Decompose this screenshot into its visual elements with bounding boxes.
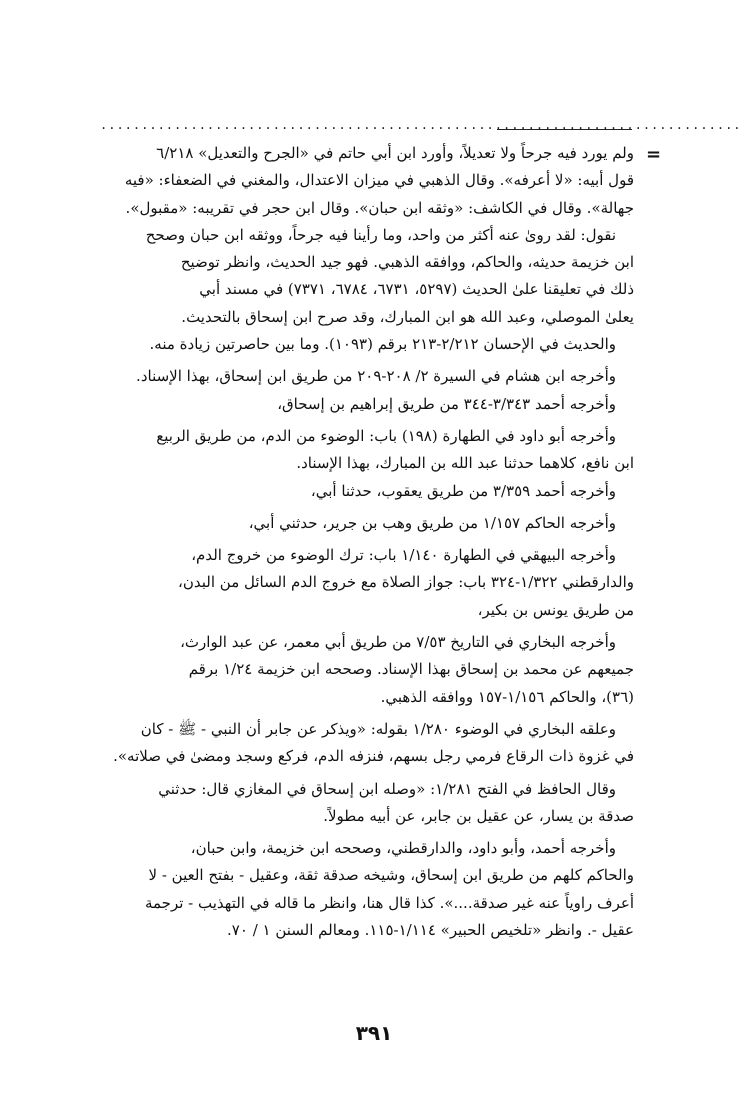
footnote-line: والدارقطني ١/٣٢٢-٣٢٤ باب: جواز الصلاة مع خروج الدم السائل من البدن، bbox=[178, 573, 634, 592]
footnote-line: في غزوة ذات الرقاع فرمي رجل بسهم، فنزفه الدم، فركع وسجد ومضىٰ في صلاته». bbox=[113, 747, 634, 766]
footnote-line: صدقة بن يسار، عن عقيل بن جابر، عن أبيه مطولاً. bbox=[323, 806, 634, 825]
footnote-line: ذلك في تعليقنا علىٰ الحديث (٥٢٩٧، ٦٧٣١، ٦٧٨٤، ٧٣٧١) في مسند أبي bbox=[199, 280, 634, 299]
footnote-line: وأخرجه الحاكم ١/١٥٧ من طريق وهب بن جرير، حدثني أبي، bbox=[248, 513, 616, 532]
footnotes-body bbox=[98, 140, 634, 944]
footnote-paragraph bbox=[98, 629, 634, 711]
footnote-line: وأخرجه البخاري في التاريخ ٧/٥٣ من طريق أبي معمر، عن عبد الوارث، bbox=[180, 633, 616, 652]
footnote-line: وأخرجه أحمد، وأبو داود، والدارقطني، وصححه ابن خزيمة، وابن حبان، bbox=[190, 839, 616, 858]
footnote-line: ابن خزيمة حديثه، والحاكم، ووافقه الذهبي. فهو جيد الحديث، وانظر توضيح bbox=[180, 253, 634, 272]
footnote-line: وأخرجه ابن هشام في السيرة ٢/ ٢٠٨-٢٠٩ من طريق ابن إسحاق، بهذا الإسناد. bbox=[136, 367, 616, 386]
footnote-paragraph bbox=[98, 510, 634, 537]
footnote-line: والحاكم كلهم من طريق ابن إسحاق، وشيخه صدقة ثقة، وعقيل - بفتح العين - لا bbox=[148, 866, 634, 885]
footnote-line: جهالة». وقال في الكاشف: «وثقه ابن حبان». وقال ابن حجر في تقريبه: «مقبول». bbox=[125, 198, 634, 217]
footnote-line: من طريق يونس بن بكير، bbox=[477, 600, 634, 619]
footnote-line: جميعهم عن محمد بن إسحاق بهذا الإسناد. وصححه ابن خزيمة ١/٢٤ برقم bbox=[188, 660, 634, 679]
footnote-line: أعرف راوياً عنه غير صدقة....». كذا قال هنا، وانظر ما قاله في التهذيب - ترجمة bbox=[144, 893, 634, 912]
footnote-paragraph bbox=[98, 423, 634, 505]
footnote-line: نقول: لقد روىٰ عنه أكثر من واحد، وما رأينا فيه جرحاً، ووثقه ابن حبان وصحح bbox=[145, 225, 616, 244]
footnote-paragraph bbox=[98, 542, 634, 624]
footnote-line: قول أبيه: «لا أعرفه». وقال الذهبي في ميزان الاعتدال، والمغني في الضعفاء: «فيه bbox=[124, 171, 634, 190]
footnote-paragraph bbox=[98, 222, 634, 331]
footnote-line: وأخرجه أبو داود في الطهارة (١٩٨) باب: الوضوء من الدم، من طريق الربيع bbox=[156, 426, 616, 445]
footnote-line: وقال الحافظ في الفتح ١/٢٨١: «وصله ابن إسحاق في المغازي قال: حدثني bbox=[158, 779, 616, 798]
footnote-line: (٣٦)، والحاكم ١/١٥٦-١٥٧ ووافقه الذهبي. bbox=[380, 687, 634, 706]
footnote-separator-rule bbox=[497, 129, 632, 130]
continuation-mark: = bbox=[646, 144, 662, 165]
footnote-line: ابن نافع، كلاهما حدثنا عبد الله بن المبارك، بهذا الإسناد. bbox=[296, 454, 634, 473]
footnote-line: وأخرجه أحمد ٣/٣٥٩ من طريق يعقوب، حدثنا أبي، bbox=[310, 481, 616, 500]
footnote-paragraph bbox=[98, 776, 634, 831]
footnote-paragraph bbox=[98, 140, 634, 222]
footnote-paragraph bbox=[98, 331, 634, 358]
footnote-paragraph bbox=[98, 363, 634, 418]
footnote-paragraph bbox=[98, 835, 634, 944]
footnote-line: وعلقه البخاري في الوضوء ١/٢٨٠ بقوله: «ويذكر عن جابر أن النبي - ﷺ - كان bbox=[140, 719, 616, 738]
footnote-line: وأخرجه البيهقي في الطهارة ١/١٤٠ باب: ترك الوضوء من خروج الدم، bbox=[191, 546, 616, 565]
footnote-line: عقيل -. وانظر «تلخيص الحبير» ١/١١٤-١١٥. ومعالم السنن ١ / ٧٠. bbox=[227, 921, 634, 940]
footnote-line: وأخرجه أحمد ٣/٣٤٣-٣٤٤ من طريق إبراهيم بن إسحاق، bbox=[277, 394, 616, 413]
footnote-paragraph bbox=[98, 716, 634, 771]
footnote-line: ولم يورد فيه جرحاً ولا تعديلاً، وأورد ابن أبي حاتم في «الجرح والتعديل» ٦/٢١٨ bbox=[156, 144, 634, 162]
footnote-line: والحديث في الإحسان ٢/٢١٢-٢١٣ برقم (١٠٩٣). وما بين حاصرتين زيادة منه. bbox=[149, 335, 616, 354]
footnote-line: يعلىٰ الموصلي، وعبد الله هو ابن المبارك، وقد صرح ابن إسحاق بالتحديث. bbox=[181, 307, 634, 326]
footnote-separator-dots: .............................................................................. bbox=[100, 118, 742, 132]
page-number: ٣٩١ bbox=[355, 1021, 393, 1045]
